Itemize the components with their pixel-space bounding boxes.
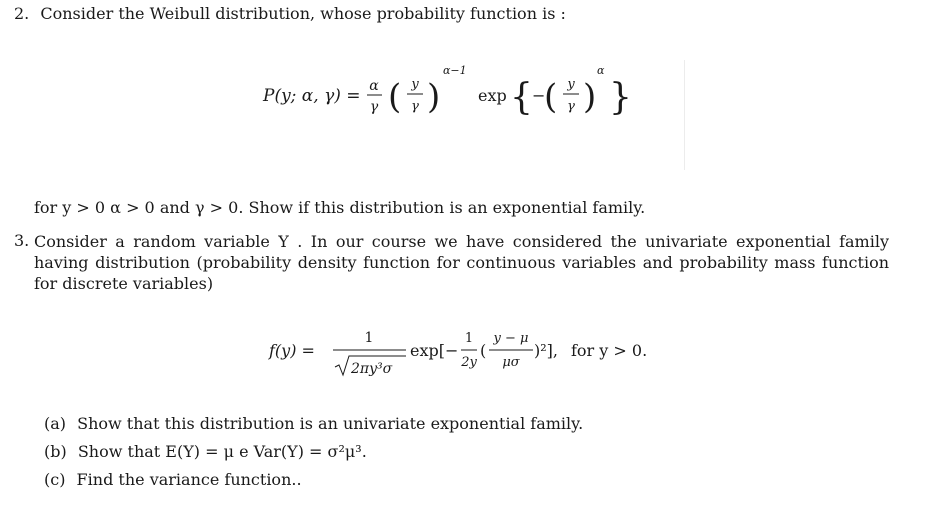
- density-exp-word: exp[−: [410, 341, 459, 360]
- density-ratio-den: μσ: [502, 355, 520, 370]
- weibull-exp-word: exp: [478, 86, 507, 105]
- weibull-brace-close: }: [609, 77, 632, 118]
- density-inner-frac-num: 1: [464, 331, 474, 346]
- weibull-exp-paren-open: (: [544, 77, 558, 117]
- weibull-paren-close: ): [427, 77, 441, 117]
- weibull-exp-inner-num: y: [567, 77, 575, 92]
- list-item-a-label: (a): [44, 414, 67, 433]
- question-2-heading: [14, 4, 566, 23]
- weibull-inner-num: y: [411, 77, 419, 92]
- density-lhs: f(y) =: [269, 341, 315, 360]
- list-item-c-text: Find the variance function..: [76, 470, 302, 489]
- weibull-brace-open: {: [510, 77, 533, 118]
- weibull-exponent: α−1: [443, 64, 467, 77]
- weibull-formula: [255, 58, 635, 134]
- weibull-exp-inner-den: γ: [567, 99, 575, 114]
- weibull-minus: −: [532, 86, 546, 105]
- list-item-b-label: (b): [44, 442, 67, 461]
- list-item-a-text: Show that this distribution is an univariate exponential family.: [77, 414, 584, 433]
- list-item-c: [44, 470, 302, 489]
- weibull-frac-den: γ: [369, 99, 379, 115]
- question-3-number: 3.: [14, 231, 30, 250]
- density-paren-open: (: [480, 341, 487, 360]
- question-2-condition: for y > 0 α > 0 and γ > 0. Show if this distribution is an exponential family.: [34, 198, 646, 217]
- density-formula: [265, 322, 665, 382]
- faint-divider: [684, 60, 685, 170]
- weibull-exp-exponent: α: [597, 64, 605, 77]
- weibull-frac-num: α: [369, 78, 379, 94]
- question-2-intro: Consider the Weibull distribution, whose probability function is :: [40, 4, 566, 23]
- question-2-number: 2.: [14, 4, 30, 23]
- density-ratio-num: y − μ: [493, 331, 529, 346]
- density-inner-frac-den: 2y: [461, 355, 477, 370]
- weibull-lhs: P(y; α, γ) =: [263, 86, 361, 106]
- density-frac-den: 2πy³σ: [351, 361, 393, 377]
- list-item-b-text: Show that E(Y) = μ e Var(Y) = σ²μ³.: [77, 442, 367, 461]
- weibull-paren-open: (: [388, 77, 402, 117]
- weibull-inner-den: γ: [411, 99, 419, 114]
- weibull-exp-paren-close: ): [583, 77, 597, 117]
- list-item-b: [44, 442, 367, 461]
- question-3-intro: Consider a random variable Y . In our course we have considered the univariate exponential family having distribution (probability density function for continuous variables and probability mass function for discrete variables): [34, 232, 889, 293]
- density-frac-num: 1: [364, 330, 374, 346]
- list-item-c-label: (c): [44, 470, 66, 489]
- list-item-a: [44, 414, 583, 433]
- density-paren-close: )²],: [534, 341, 558, 360]
- density-tail: for y > 0.: [571, 341, 648, 360]
